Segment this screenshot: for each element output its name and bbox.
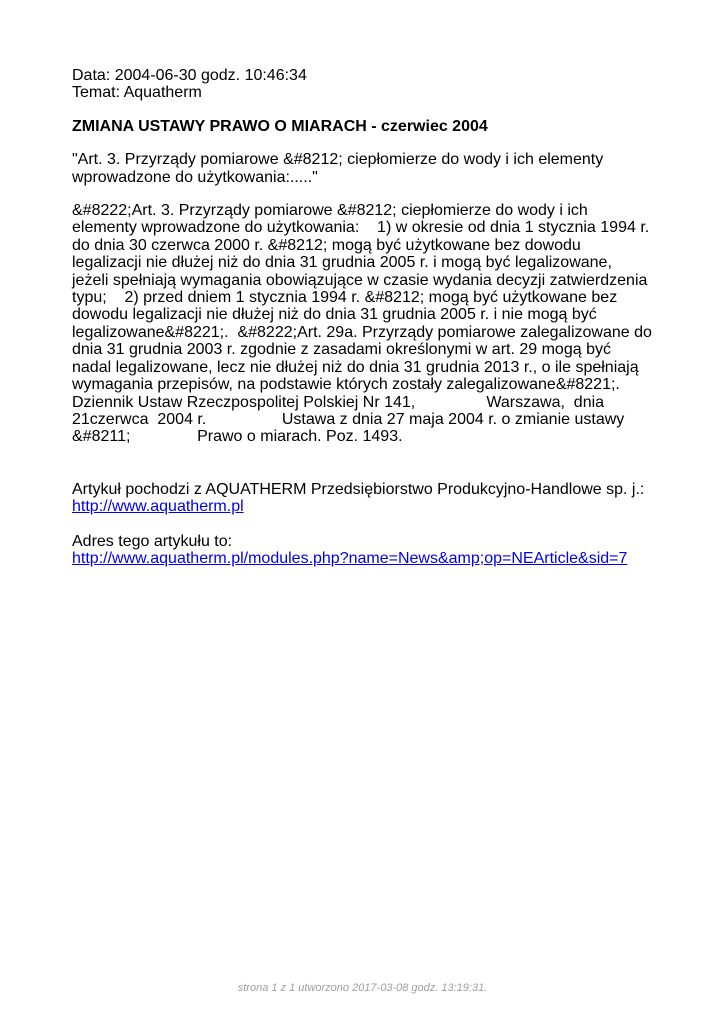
article-quote: "Art. 3. Przyrządy pomiarowe &#8212; ciepłomierze do wody i ich elementy wprowadzone do użytkowania:.....": [72, 151, 604, 186]
article-address-link[interactable]: http://www.aquatherm.pl/modules.php?name=News&amp;op=NEArticle&sid=7: [72, 549, 628, 567]
source-text: Artykuł pochodzi z AQUATHERM Przedsiębiorstwo Produkcyjno-Handlowe sp. j.:: [72, 480, 645, 498]
date-line: Data: 2004-06-30 godz. 10:46:34: [72, 67, 307, 84]
address-label: Adres tego artykułu to:: [72, 532, 233, 550]
page-footer: strona 1 z 1 utworzono 2017-03-08 godz. 13:19:31.: [237, 982, 488, 994]
document-page: [72, 67, 665, 567]
source-link[interactable]: http://www.aquatherm.pl: [72, 498, 244, 516]
article-title: ZMIANA USTAWY PRAWO O MIARACH - czerwiec 2004: [72, 117, 488, 135]
topic-line: Temat: Aquatherm: [72, 84, 202, 102]
article-body: &#8222;Art. 3. Przyrządy pomiarowe &#8212; ciepłomierze do wody i ich elementy wprowadzone do użytkowania: 1) w okresie od dnia 1 stycznia 1994 r. do dnia 30 czerwca 2000 r. &#8212; mogą być użytkowane bez dowodu legalizacji nie dłużej niż do dnia 31 grudnia 2005 r. i mogą być legalizowane, jeżeli spełniają wymagania obowiązujące w czasie wydania decyzji zatwierdzenia typu; 2) przed dniem 1 stycznia 1994 r. &#8212; mogą być użytkowane bez dowodu legalizacji nie dłużej niż do dnia 31 grudnia 2005 r. i nie mogą być legalizowane&#8221;. &#8222;Art. 29a. Przyrządy pomiarowe zalegalizowane do dnia 31 grudnia 2003 r. zgodnie z zasadami określonymi w art. 29 mogą być nadal legalizowane, lecz nie dłużej niż do dnia 31 grudnia 2013 r., o ile spełniają wymagania przepisów, na podstawie których zostały zalegalizowane&#8221;. Dziennik Ustaw Rzeczpospolitej Polskiej Nr 141, Warszawa, dnia 21czerwca 2004 r. Ustawa z dnia 27 maja 2004 r. o zmianie ustawy &#8211; Prawo o miarach. Poz. 1493.: [72, 202, 665, 446]
